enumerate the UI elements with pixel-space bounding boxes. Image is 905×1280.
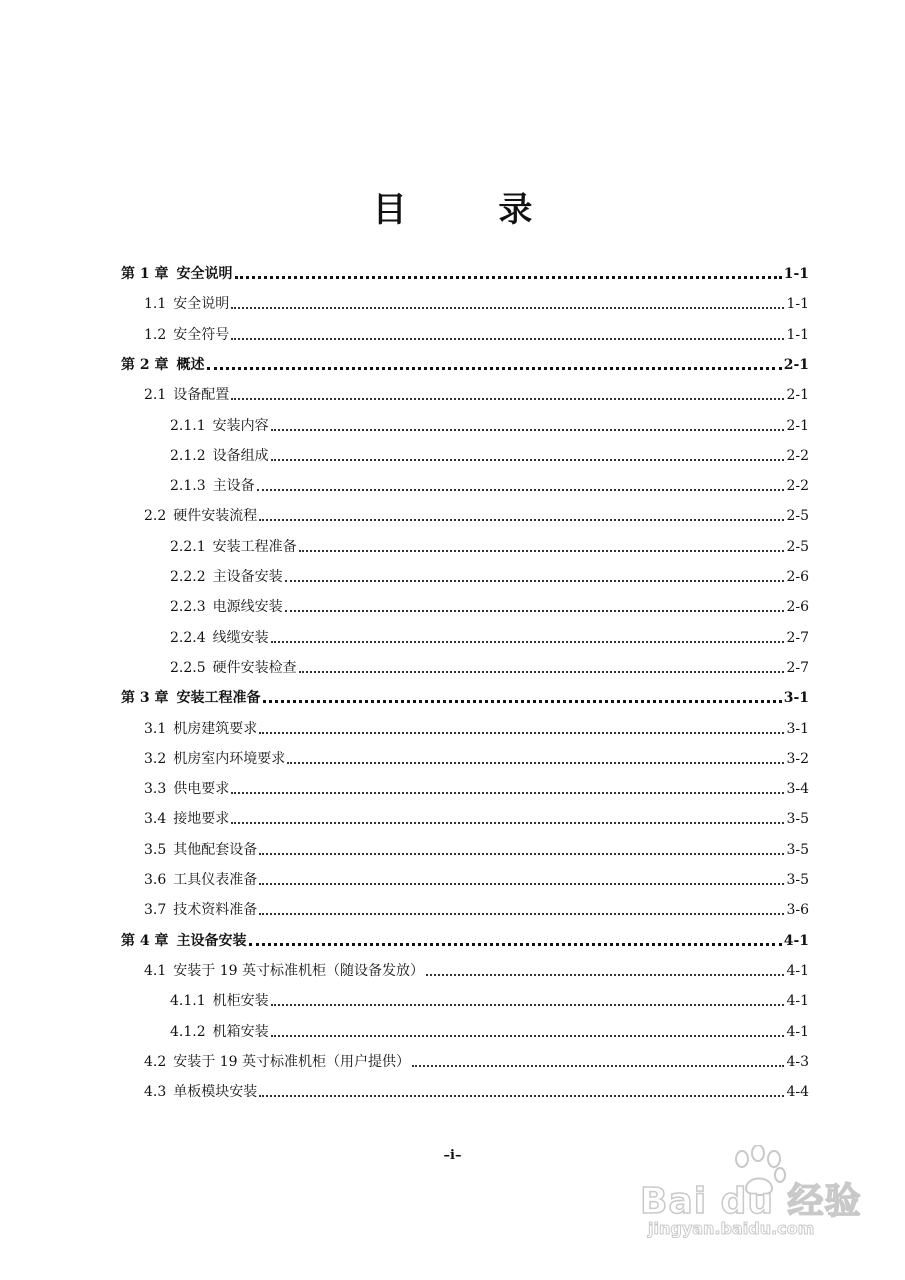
toc-entry-number: 2.2	[144, 508, 167, 525]
toc-entry[interactable]	[121, 354, 809, 374]
page-title: 目 录	[372, 190, 573, 230]
toc-entry-title: 安装于 19 英寸标准机柜（用户提供）	[173, 1053, 410, 1070]
toc-entry-title: 安全说明	[176, 266, 233, 282]
toc-entry-page: 4-3	[786, 1053, 809, 1070]
toc-entry-number: 4.1	[144, 962, 167, 979]
toc-entry-title: 接地要求	[173, 811, 230, 828]
toc-entry-title: 硬件安装检查	[212, 659, 297, 676]
toc-dot-leader	[271, 429, 785, 431]
toc-entry-number: 第 3 章	[121, 690, 169, 707]
toc-entry-number: 3.3	[144, 781, 167, 798]
toc-entry-number: 2.1.3	[170, 478, 206, 495]
toc-entry-title: 供电要求	[173, 781, 230, 798]
toc-dot-leader	[257, 489, 785, 491]
toc-entry[interactable]	[144, 1081, 809, 1101]
toc-entry-page: 2-2	[786, 478, 809, 495]
toc-entry-page: 3-1	[783, 690, 809, 707]
toc-entry-page: 2-5	[786, 538, 809, 555]
toc-entry-number: 4.1.2	[170, 1023, 206, 1040]
toc-dot-leader	[271, 641, 785, 643]
toc-entry-page: 4-1	[786, 993, 809, 1010]
toc-entry[interactable]	[144, 839, 809, 859]
toc-dot-leader	[259, 853, 784, 855]
toc-entry-number: 3.1	[144, 720, 167, 737]
toc-entry-number: 2.2.4	[170, 629, 206, 646]
toc-entry[interactable]	[144, 960, 809, 980]
toc-dot-leader	[235, 276, 782, 279]
toc-entry-page: 3-1	[786, 720, 809, 737]
toc-dot-leader	[271, 1004, 785, 1006]
toc-entry-number: 第 1 章	[121, 266, 169, 282]
toc-entry-title: 安全符号	[173, 326, 230, 343]
toc-entry-page: 1-1	[786, 296, 809, 313]
toc-entry-page: 3-4	[786, 781, 809, 798]
toc-entry-number: 第 2 章	[121, 356, 169, 373]
toc-dot-leader	[207, 367, 782, 370]
toc-entry-number: 4.3	[144, 1084, 167, 1101]
toc-entry-title: 线缆安装	[212, 629, 269, 646]
toc-entry-page: 3-5	[786, 872, 809, 888]
toc-dot-leader	[231, 792, 784, 794]
toc-entry-number: 3.2	[144, 750, 167, 767]
toc-entry[interactable]	[170, 566, 809, 586]
toc-entry-number: 1.1	[144, 296, 167, 313]
toc-entry-title: 主设备安装	[176, 932, 247, 949]
toc-entry-page: 3-2	[786, 750, 809, 767]
toc-entry-page: 2-6	[786, 569, 809, 585]
toc-entry-title: 机房建筑要求	[173, 720, 258, 737]
toc-entry-number: 4.2	[144, 1053, 167, 1070]
toc-entry-title: 机柜安装	[212, 993, 269, 1010]
toc-entry-title: 硬件安装流程	[173, 508, 258, 525]
toc-entry[interactable]	[144, 718, 809, 738]
toc-entry-page: 2-1	[783, 356, 809, 373]
toc-entry-number: 2.1.2	[170, 447, 206, 464]
toc-dot-leader	[299, 550, 785, 552]
toc-entry-number: 3.6	[144, 872, 167, 888]
toc-entry-title: 单板模块安装	[173, 1084, 258, 1101]
toc-dot-leader	[231, 338, 784, 340]
toc-entry-title: 安装工程准备	[212, 538, 297, 555]
toc-dot-leader	[271, 459, 785, 461]
toc-entry-title: 工具仪表准备	[173, 872, 258, 888]
toc-dot-leader	[231, 822, 784, 824]
toc-dot-leader	[259, 519, 784, 521]
toc-entry-title: 技术资料准备	[173, 902, 258, 919]
toc-entry-title: 安装内容	[212, 417, 269, 434]
toc-entry[interactable]	[144, 778, 809, 798]
toc-entry-page: 2-5	[786, 508, 809, 525]
toc-entry-title: 机房室内环境要求	[173, 750, 286, 767]
toc-dot-leader	[285, 610, 785, 612]
toc-entry-page: 4-1	[783, 932, 809, 949]
toc-entry-page: 2-7	[786, 659, 809, 676]
watermark-brand: Bai du 经验	[640, 1181, 862, 1222]
toc-entry[interactable]	[170, 990, 809, 1010]
toc-entry-number: 3.7	[144, 902, 167, 919]
toc-entry-title: 设备配置	[173, 387, 230, 404]
toc-dot-leader	[231, 398, 784, 400]
toc-entry[interactable]	[144, 899, 809, 919]
toc-entry-title: 电源线安装	[212, 599, 283, 616]
toc-entry[interactable]	[144, 384, 809, 404]
toc-dot-leader	[271, 1035, 785, 1037]
toc-entry[interactable]	[121, 263, 809, 283]
toc-entry[interactable]	[170, 657, 809, 677]
toc-entry-number: 第 4 章	[121, 932, 169, 949]
toc-entry-number: 2.2.2	[170, 569, 206, 585]
toc-entry-number: 2.2.3	[170, 599, 206, 616]
toc-entry-page: 1-1	[783, 266, 809, 282]
toc-entry-number: 4.1.1	[170, 993, 206, 1010]
toc-entry-title: 机箱安装	[212, 1023, 269, 1040]
watermark-url: jingyan.baidu.com	[648, 1219, 815, 1238]
toc-entry-page: 3-6	[786, 902, 809, 919]
toc-entry-page: 2-7	[786, 629, 809, 646]
toc-entry[interactable]	[144, 505, 809, 525]
toc-dot-leader	[259, 732, 784, 734]
toc-entry-title: 概述	[176, 356, 205, 373]
toc-entry-page: 3-5	[786, 811, 809, 828]
toc-dot-leader	[426, 974, 784, 976]
toc-dot-leader	[287, 762, 784, 764]
toc-entry-number: 3.5	[144, 841, 167, 858]
toc-entry-page: 4-1	[786, 962, 809, 979]
toc-entry-title: 安全说明	[173, 296, 230, 313]
toc-entry-title: 安装于 19 英寸标准机柜（随设备发放）	[173, 962, 424, 979]
toc-entry-title: 主设备安装	[212, 569, 283, 585]
toc-entry[interactable]	[144, 324, 809, 344]
toc-entry-number: 2.1.1	[170, 417, 206, 434]
toc-entry-page: 2-1	[786, 387, 809, 404]
toc-entry[interactable]	[170, 415, 809, 435]
toc-dot-leader	[412, 1065, 784, 1067]
toc-entry-page: 2-6	[786, 599, 809, 616]
toc-entry[interactable]	[170, 475, 809, 495]
toc-dot-leader	[259, 1095, 784, 1097]
toc-entry-number: 2.2.1	[170, 538, 206, 555]
toc-entry-number: 3.4	[144, 811, 167, 828]
toc-dot-leader	[259, 883, 784, 885]
toc-entry-page: 2-1	[786, 417, 809, 434]
toc-entry[interactable]	[170, 536, 809, 556]
toc-entry[interactable]	[121, 930, 809, 950]
toc-entry[interactable]	[170, 596, 809, 616]
toc-entry-title: 设备组成	[212, 447, 269, 464]
toc-entry-page: 3-5	[786, 841, 809, 858]
toc-entry-page: 4-4	[786, 1084, 809, 1101]
toc-entry-page: 1-1	[786, 326, 809, 343]
toc-entry[interactable]	[170, 627, 809, 647]
toc-dot-leader	[259, 913, 784, 915]
toc-entry[interactable]	[144, 1051, 809, 1071]
toc-entry-number: 2.1	[144, 387, 167, 404]
toc-entry[interactable]	[144, 748, 809, 768]
toc-dot-leader	[263, 700, 782, 703]
toc-entry[interactable]	[144, 869, 809, 889]
toc-entry[interactable]	[170, 1021, 809, 1041]
page-number-footer: –i–	[443, 1148, 462, 1163]
toc-dot-leader	[285, 580, 785, 582]
toc-dot-leader	[299, 671, 785, 673]
toc-entry-title: 其他配套设备	[173, 841, 258, 858]
toc-entry-number: 2.2.5	[170, 659, 206, 676]
baidu-watermark	[640, 1145, 870, 1245]
toc-entry-title: 主设备	[212, 478, 255, 495]
toc-entry-page: 4-1	[786, 1023, 809, 1040]
toc-entry-page: 2-2	[786, 447, 809, 464]
toc-entry[interactable]	[144, 808, 809, 828]
toc-entry[interactable]	[121, 687, 809, 707]
toc-entry[interactable]	[170, 445, 809, 465]
toc-entry-number: 1.2	[144, 326, 167, 343]
toc-entry-title: 安装工程准备	[176, 690, 261, 707]
toc-dot-leader	[231, 307, 784, 309]
toc-dot-leader	[249, 943, 782, 946]
toc-entry[interactable]	[144, 293, 809, 313]
